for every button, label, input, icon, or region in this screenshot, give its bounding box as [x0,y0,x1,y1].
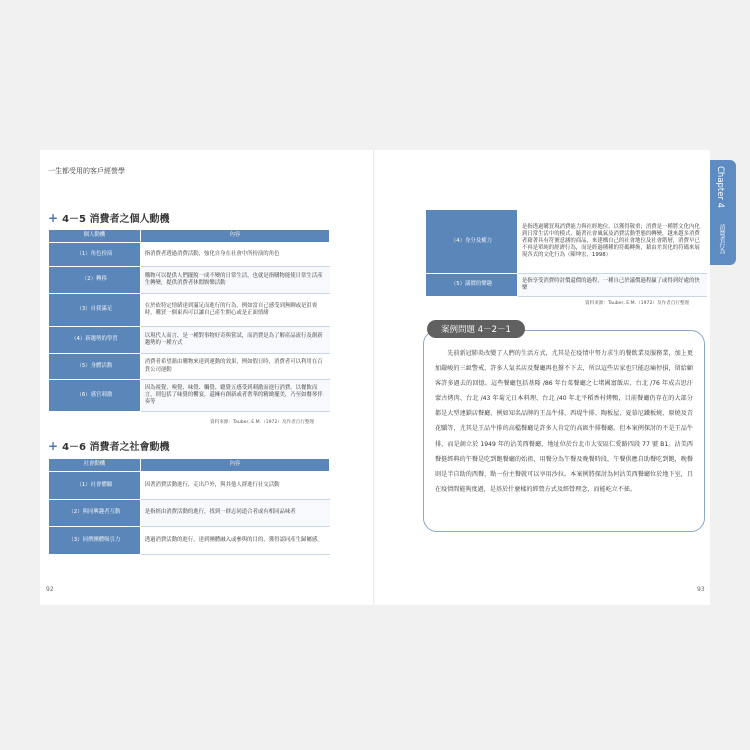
motive-label: （5）議價的樂趣 [426,274,518,297]
right-page [375,150,710,605]
section-title-text: 4－6 消費者之社會動機 [62,442,170,453]
table-header-cell: 內容 [140,230,329,243]
chapter-subtitle: 消費者行為 [718,224,725,254]
plus-icon: + [48,438,59,453]
table-row [426,210,708,274]
motive-desc: 透過消費活動的進行，達到團體融入或參與的目的，獲得認同產生歸屬感。 [140,527,329,555]
personal-motives-table-continued [425,209,707,297]
left-page [40,150,375,605]
motive-desc: 購物可以提供人們擺脫一成不變的日常生活，也就是指購物能使日常生活產生轉變，提供消費者休閒娛樂活動 [140,267,329,294]
table-header-row [49,459,330,472]
section-title-text: 4－5 消費者之個人動機 [62,214,170,225]
table-row [49,527,330,555]
plus-icon: + [48,210,59,225]
table-source: 資料來源：Tauber, E.M.（1972）及作者自行整理 [585,301,690,306]
table-row [49,354,330,380]
table-row [49,380,330,412]
motive-label: （6）感官刺激 [49,380,141,412]
motive-desc: 因為視覺、嗅覺、味覺、觸覺、聽覺五感受到刺激而進行消費。以餐飲而言，則包括了味覺的饗宴，還擁有創新或者奢華的精緻擺美，乃至如餐琴伴奏等 [140,380,329,412]
motive-desc: 指消費者透過消費活動，強化自身在社會中所扮演的角色 [140,243,329,267]
table-header-cell: 社會動機 [49,459,141,472]
chapter-tab [710,160,736,265]
page-number: 93 [697,586,705,593]
motive-label: （4）新趨勢的學習 [49,327,141,354]
motive-desc: 因著消費活動進行，走出戶外，與其他人群進行社交活動 [140,472,329,500]
page-number: 92 [46,586,54,593]
table-row [49,267,330,294]
motive-desc: 是指經由消費活動的進行，找到一群志同道合者或有相同品味者 [140,500,329,527]
motive-desc: 以現代人而言，是一種對事物好奇與嘗試，而消費是為了解產品流行及創新趨勢的一種方式 [140,327,329,354]
table-header-cell: 個人動機 [49,230,141,243]
table-header-cell: 內容 [140,459,329,472]
social-motives-table [48,458,330,555]
motive-desc: 消費者希望藉由購物來達到運動的效果，例如假日時，消費者可以利用在百貨公司運動 [140,354,329,380]
table-header-row [49,230,330,243]
table-row [49,294,330,327]
motive-label: （4）身分及權力 [426,210,518,274]
table-row [426,274,708,297]
motive-desc: 是指享受消費時討價還價的過程，一種自己於議價過程贏了或得到好處的快樂 [517,274,707,297]
motive-desc: 在於依特定情緒達到滿足而進行的行為，例如當自己感受到無聊或是沮喪時，購買一個東西可以讓自己產生開心或是正面情緒 [140,294,329,327]
motive-label: （3）同儕團體吸引力 [49,527,141,555]
table-row [49,243,330,267]
table-row [49,472,330,500]
table-row [49,327,330,354]
motive-label: （2）轉移 [49,267,141,294]
case-badge: 案例問題 4－2－1 [427,320,525,338]
personal-motives-table [48,229,330,412]
motive-label: （3）自我滿足 [49,294,141,327]
table-source: 資料來源：Tauber, E.M.（1972）及作者自行整理 [210,420,315,425]
motive-label: （1）社會體驗 [49,472,141,500]
motive-desc: 是指透過購買現消費能力與社經地位，以獲得敬重；消費是一種將文化內化到日常生活中的模式，隨著社會風氣及消費活動型態的轉變，越來越多消費者藉著具有符號意涵的商品，來建構自己的社會地位及社會階層，消費早已不再是單純的經濟行為，而是經過種種的符碼轉換，藉由差異化的符碼來展現各式的文化行為（陳坤宏，1998） [517,210,707,274]
case-body: 先前新冠肺炎改變了人們的生活方式，尤其是在疫情中努力求生的餐飲業及服務業，加上更加嚴峻的三級警戒，許多人氣名店及餐廳再也撐不下去，所以這些店家也只能忍痛停損，留給顧客許多過去的回憶。這些餐廳包括基隆 /86 年台菜餐廳之七堵國富飯店、台北 /76 年成吉思汗蒙古烤肉、台北 /43 年菊元日本料理、台北 /40 年北平稻香村烤鴨，目前餐廳仍存在的大部分都是大型連鎖店餐廳，例如知名品牌的王品牛排、西堤牛排、陶板屋、夏慕尼鐵板燒、原燒及青花驕等，尤其是王品牛排的高檔餐廳是許多人肯定的高級牛排餐廳。但本案例探討的不是王品牛排，而是創立於 1949 年的沾美西餐廳，地址位於台北市大安區仁愛路四段 77 號 B1。沾美西餐挺經典的午餐是吃到飽餐廳的始祖，用餐分為午餐及晚餐時段，午餐供應自助餐吃到飽，晚餐則是半自助的西餐，點一份主餐就可以享用沙拉。本案例將探討為何沾美西餐廳位於地下室，且在疫情間能夠度過，是基於什麼樣的經營方式及經營理念，而能屹立不搖。 [435,350,693,493]
chapter-label: Chapter 4 [715,166,725,209]
table-row [49,500,330,527]
section-title-social-motives [48,438,169,453]
section-title-personal-motives [48,210,169,225]
motive-label: （5）身體活動 [49,354,141,380]
motive-label: （1）角色扮演 [49,243,141,267]
motive-label: （2）與同興趣者互動 [49,500,141,527]
running-head: 一生都受用的客戶經營學 [48,167,125,175]
